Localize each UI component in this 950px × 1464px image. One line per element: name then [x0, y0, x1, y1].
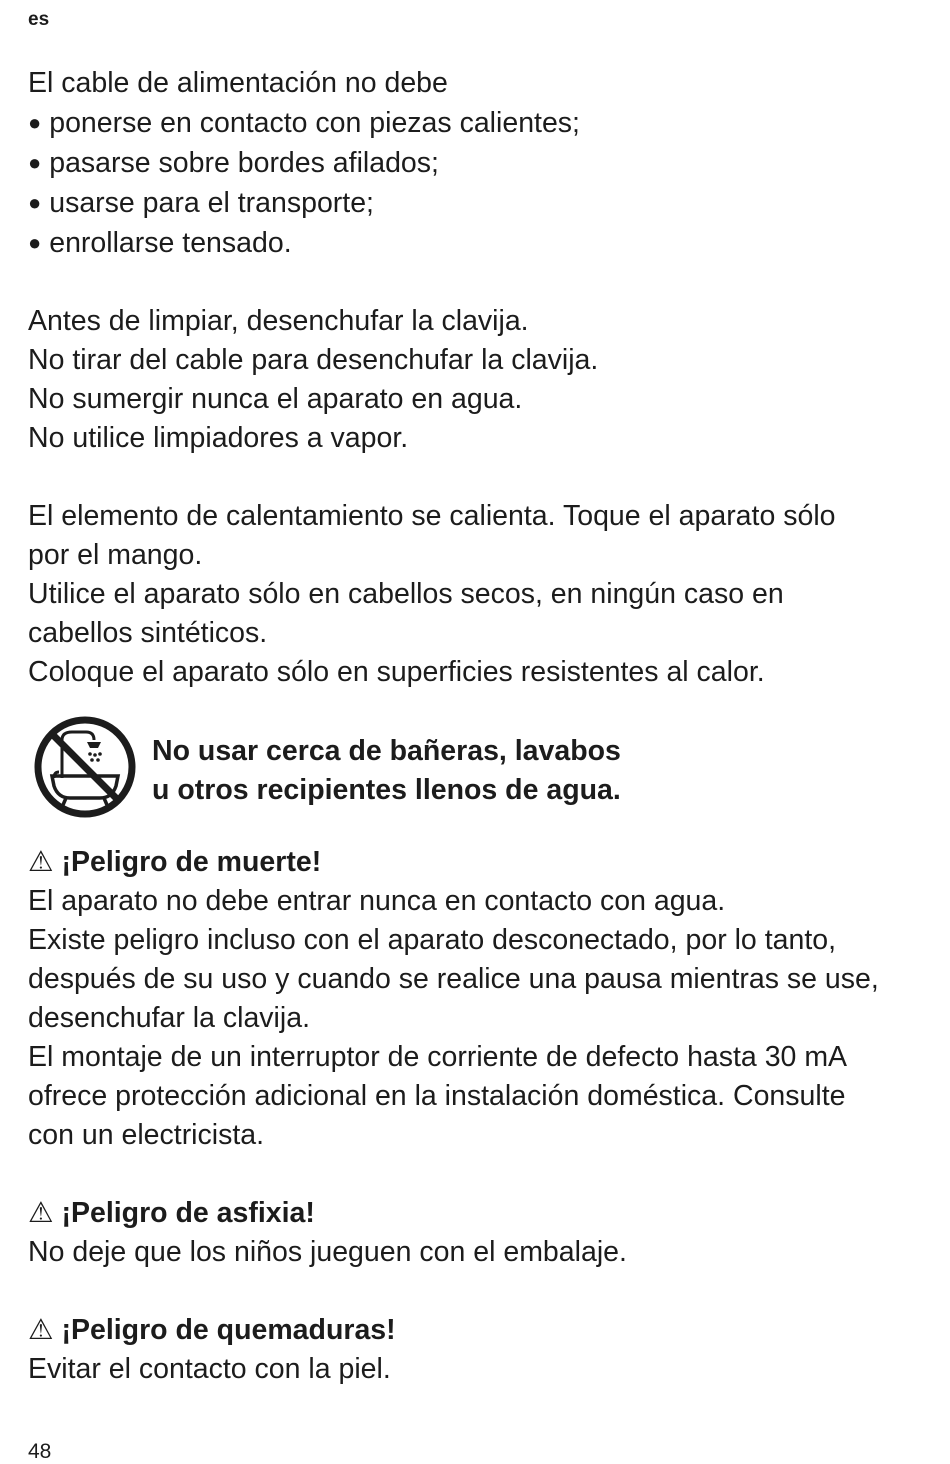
warning-triangle-icon: ⚠ [28, 1314, 54, 1346]
no-bathtub-icon [32, 714, 138, 820]
bullet-icon: ● [28, 190, 42, 215]
burns-warning [28, 1311, 948, 1389]
text-line: ofrece protección adicional en la instalación doméstica. Consulte [28, 1080, 846, 1112]
warning-triangle-icon: ⚠ [28, 1197, 54, 1229]
page-content [28, 64, 948, 1389]
warning-title: ⚠ ¡Peligro de quemaduras! [28, 1314, 396, 1346]
text-line: desenchufar la clavija. [28, 1002, 310, 1034]
text-line: No usar cerca de bañeras, lavabos [152, 735, 621, 767]
text-line: El elemento de calentamiento se calienta. Toque el aparato sólo [28, 500, 836, 532]
text-line: después de su uso y cuando se realice una pausa mientras se use, [28, 963, 879, 995]
bullet-icon: ● [28, 110, 42, 135]
page-number: 48 [28, 1440, 52, 1463]
text-line: No sumergir nunca el aparato en agua. [28, 383, 523, 415]
text-line: Existe peligro incluso con el aparato desconectado, por lo tanto, [28, 924, 837, 956]
text-line: Evitar el contacto con la piel. [28, 1353, 391, 1385]
text-line: u otros recipientes llenos de agua. [152, 774, 621, 806]
bullet-icon: ● [28, 150, 42, 175]
text-line: con un electricista. [28, 1119, 265, 1151]
bath-warning-text [152, 732, 621, 810]
text-line: cabellos sintéticos. [28, 617, 268, 649]
heating-section [28, 497, 948, 692]
text-line: No deje que los niños jueguen con el embalaje. [28, 1236, 627, 1268]
suffocation-warning [28, 1194, 948, 1272]
text-line: El aparato no debe entrar nunca en contacto con agua. [28, 885, 726, 917]
list-item: ● ponerse en contacto con piezas calientes; [28, 107, 580, 139]
list-item: ● pasarse sobre bordes afilados; [28, 147, 439, 179]
cable-intro: El cable de alimentación no debe [28, 67, 448, 99]
cleaning-section [28, 302, 948, 458]
text-line: Utilice el aparato sólo en cabellos secos, en ningún caso en [28, 578, 784, 610]
list-item: ● enrollarse tensado. [28, 227, 292, 259]
bath-warning [28, 714, 948, 838]
warning-title: ⚠ ¡Peligro de asfixia! [28, 1197, 315, 1229]
bullet-icon: ● [28, 230, 42, 255]
text-line: No utilice limpiadores a vapor. [28, 422, 409, 454]
list-item: ● usarse para el transporte; [28, 187, 374, 219]
warning-triangle-icon: ⚠ [28, 846, 54, 878]
text-line: por el mango. [28, 539, 203, 571]
text-line: El montaje de un interruptor de corriente de defecto hasta 30 mA [28, 1041, 848, 1073]
warning-title: ⚠ ¡Peligro de muerte! [28, 846, 322, 878]
death-warning [28, 843, 948, 1155]
text-line: Coloque el aparato sólo en superficies resistentes al calor. [28, 656, 765, 688]
text-line: No tirar del cable para desenchufar la clavija. [28, 344, 599, 376]
text-line: Antes de limpiar, desenchufar la clavija. [28, 305, 529, 337]
cable-section [28, 64, 948, 263]
language-tag: es [28, 9, 50, 30]
